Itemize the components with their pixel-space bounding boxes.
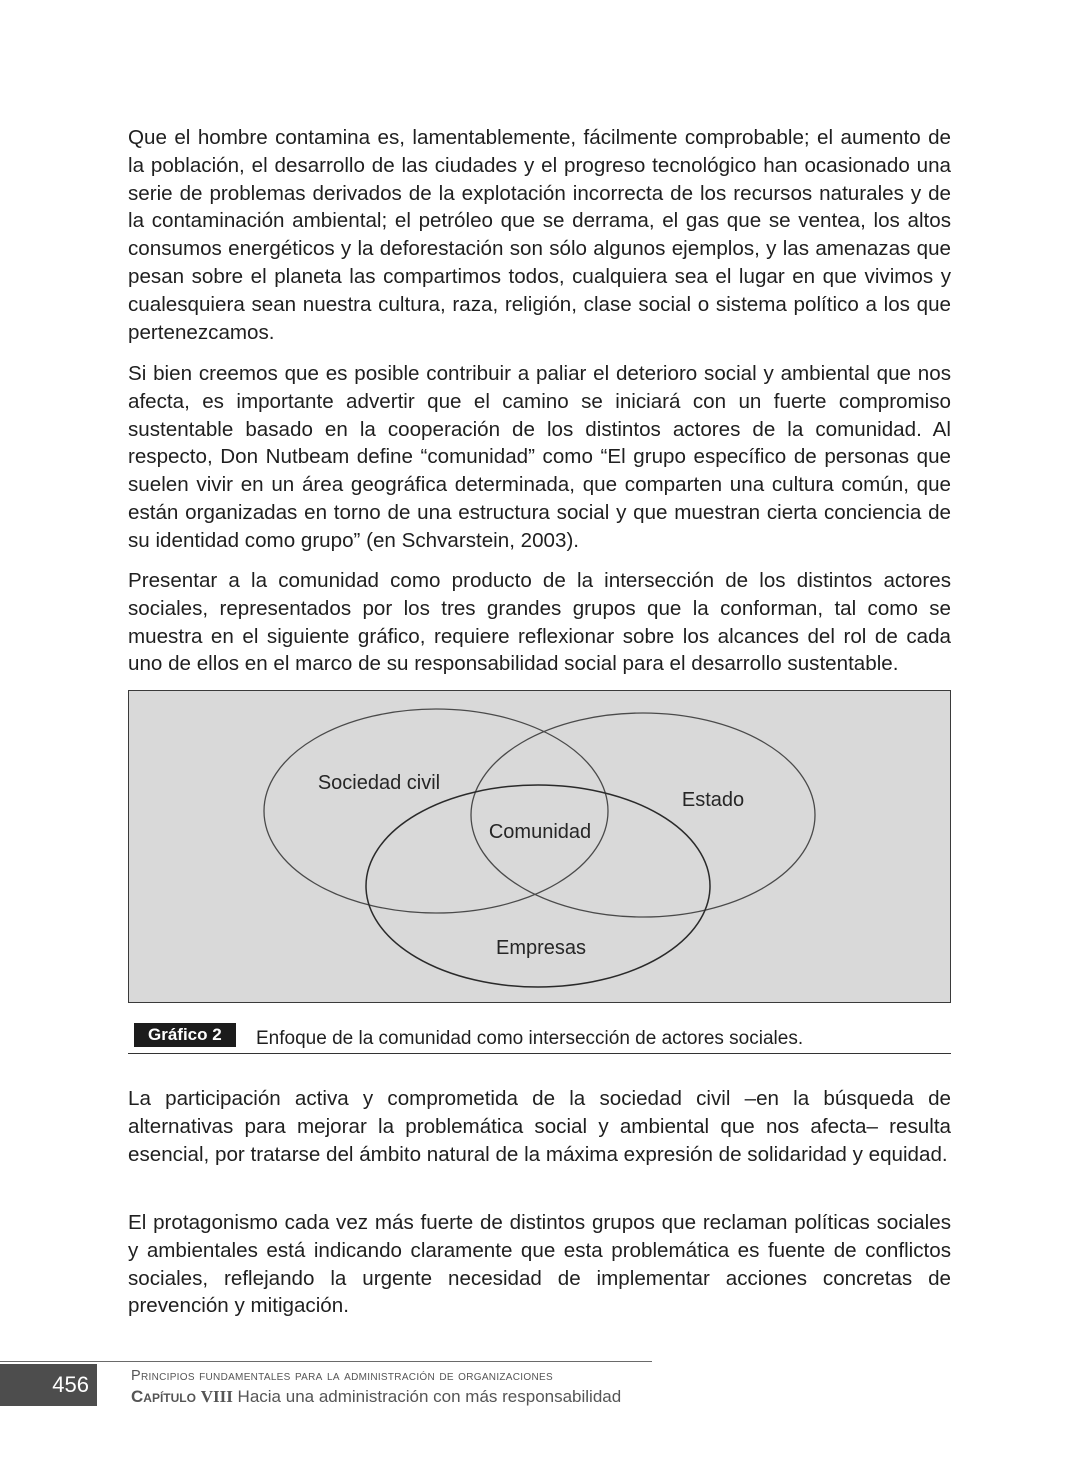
caption-text: Enfoque de la comunidad como intersección de actores sociales. xyxy=(256,1028,804,1049)
sociedad-civil-ellipse xyxy=(264,709,608,913)
estado-ellipse xyxy=(471,713,815,917)
caption-tag: Gráfico 2 xyxy=(134,1023,236,1047)
footer-divider xyxy=(0,1361,652,1362)
chapter-number: VIII xyxy=(200,1387,233,1406)
venn-diagram xyxy=(128,690,951,1003)
paragraph-4: La participación activa y comprometida de la sociedad civil –en la búsqueda de alternativas para mejorar la problemática social y ambiental que nos afecta– resulta esencial, por tratarse del ámbito natural de la máxima expresión de solidaridad y equidad. xyxy=(128,1087,951,1166)
sociedad-civil-label: Sociedad civil xyxy=(317,772,441,794)
paragraph-1: Que el hombre contamina es, lamentablemente, fácilmente comprobable; el aumento de la población, el desarrollo de las ciudades y el progreso tecnológico han ocasionado una serie de problemas derivados de la explotación incorrecta de los recursos naturales y de la contaminación ambiental; el petróleo que se derrama, el gas que se ventea, los altos consumos energéticos y la deforestación son sólo algunos ejemplos, y las amenazas que pesan sobre el planeta las compartimos todos, cualquiera sea el lugar en que vivimos y cualesquiera sean nuestra cultura, raza, religión, clase social o sistema político a los que pertenezcamos. xyxy=(128,126,951,344)
footer-book-title: Principios fundamentales para la administración de organizaciones xyxy=(131,1368,553,1384)
empresas-label: Empresas xyxy=(495,937,587,959)
venn-svg xyxy=(129,691,950,1002)
figure-caption xyxy=(128,1020,951,1054)
comunidad-label: Comunidad xyxy=(488,821,592,843)
page-number: 456 xyxy=(0,1364,97,1406)
estado-label: Estado xyxy=(681,789,745,811)
footer-chapter xyxy=(131,1387,621,1407)
paragraph-3: Presentar a la comunidad como producto de la intersección de los distintos actores sociales, representados por los tres grandes grupos que la conforman, tal como se muestra en el siguiente gráfico, requiere reflexionar sobre los alcances del rol de cada uno de ellos en el marco de su responsabilidad social para el desarrollo sustentable. xyxy=(128,569,951,676)
chapter-prefix: Capítulo xyxy=(131,1387,196,1406)
paragraph-5: El protagonismo cada vez más fuerte de distintos grupos que reclaman políticas sociales y ambientales está indicando claramente que esta problemática es fuente de conflictos sociales, reflejando la urgente necesidad de implementar acciones concretas de prevención y mitigación. xyxy=(128,1211,951,1318)
paragraph-2: Si bien creemos que es posible contribuir a paliar el deterioro social y ambiental que nos afecta, es importante advertir que el camino se iniciará con un fuerte compromiso sustentable basado en la cooperación de los distintos actores de la comunidad. Al respecto, Don Nutbeam define “comunidad” como “El grupo específico de personas que suelen vivir en un área geográfica determinada, que comparten una cultura común, que están organizadas en torno de una estructura social y que muestran cierta conciencia de su identidad como grupo” (en Schvarstein, 2003). xyxy=(128,362,951,552)
chapter-title: Hacia una administración con más responsabilidad xyxy=(237,1387,622,1406)
